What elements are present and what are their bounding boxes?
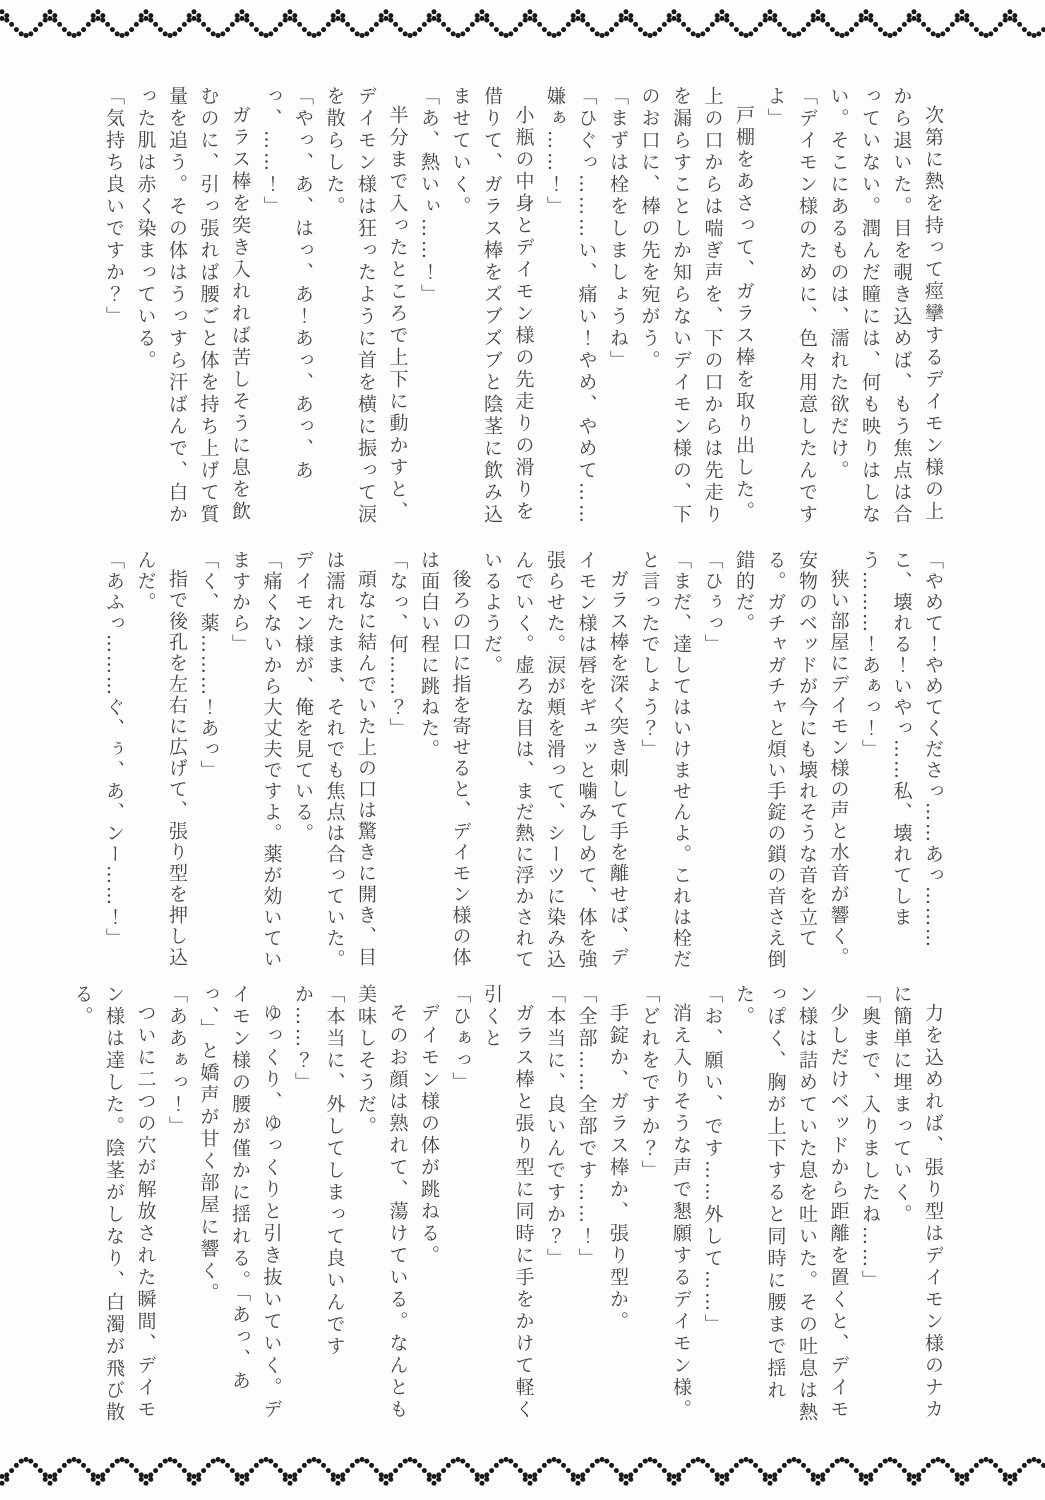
paragraph: 狭い部屋にデイモン様の声と水音が響く。安物のベッドが今にも壊れそうな音を立てる。ガチャガチャと煩い手錠の鎖の音さえ倒錯的だ。 [733, 550, 850, 970]
paragraph: 「やめて！やめてくださっ……あっ………こ、壊れる！いやっ……私、壊れてしまう………！あぁっ！」 [859, 550, 944, 949]
text-block-3 [71, 984, 948, 1430]
paragraph: 手錠か、ガラス棒か、張り型か。 [607, 1003, 629, 1333]
paragraph: 「お、願い、です……外して……」 [701, 984, 724, 1336]
paragraph: 「本当に、良いんですか？」 [544, 984, 566, 1270]
paragraph: 後ろの口に指を寄せると、デイモン様の体は面白い程に跳ねた。 [418, 550, 472, 968]
paragraph: 「なっ、何……？」 [386, 550, 409, 739]
paragraph: 「ひぁっ」 [449, 984, 472, 1094]
paragraph: ガラス棒と張り型に同時に手をかけて軽く引くと [481, 984, 535, 1421]
paragraph: ガラス棒を深く突き刺して手を離せば、デイモン様は唇をギュッと噛みしめて、体を強張らせた。涙が頬を滑って、シーツに染み込んでいく。虚ろな目は、まだ熱に浮かされているようだ。 [481, 550, 629, 970]
paragraph: 少しだけベッドから距離を置くと、デイモン様は詰めていた息を吐いた。その吐息は熱っぽく、胸が上下すると同時に腰まで揺れた。 [733, 984, 850, 1424]
lace-border-top [0, 5, 1045, 45]
paragraph: ガラス棒を突き入れれば苦しそうに息を飲むのに、引っ張れば腰ごと体を持ち上げて質量を追う。その体はうっすら汗ばんで、白かった肌は赤く染まっている。 [134, 86, 251, 526]
paragraph: 消え入りそうな声で懇願するデイモン様。 [670, 1003, 692, 1421]
lace-top-dots [0, 9, 1045, 38]
paragraph: 「気持ち良いですか？」 [103, 86, 125, 328]
paragraph: 指で後孔を左右に広げて、張り型を押し込んだ。 [134, 550, 188, 968]
paragraph: 次第に熱を持って痙攣するデイモン様の上から退いた。目を覗き込めば、もう焦点は合っていない。潤んだ瞳には、何も映りはしない。そこにあるものは、濡れた欲だけ。 [827, 86, 944, 526]
text-block-1 [97, 86, 948, 532]
paragraph: 「本当に、外してしまって良いんですか……？」 [292, 984, 346, 1358]
paragraph: 「まだ、達してはいけませんよ。これは栓だと言ったでしょう？」 [638, 550, 692, 970]
paragraph: 「奥まで、入りましたね……」 [859, 984, 881, 1292]
paragraph: 「あふっ………ぐ、ぅ、あ、ンー……！」 [103, 550, 125, 949]
text-area [71, 86, 948, 1430]
paragraph: 「やっ、あ、はっ、あ！あっ、あっ、あっ、……！」 [260, 86, 314, 482]
paragraph: 戸棚をあさって、ガラス棒を取り出した。上の口からは喘ぎ声を、下の口からは先走りを漏らすことしか知らないデイモン様の、下のお口に、棒の先を宛がう。 [638, 86, 755, 526]
paragraph: ついに二つの穴が解放された瞬間、デイモン様は達した。陰茎がしなり、白濁が飛び散る。 [71, 984, 157, 1424]
paragraph: ゆっくり、ゆっくりと引き抜いていく。デイモン様の腰が僅かに揺れる。「あっ、あっ、」と嬌声が甘く部屋に響く。 [197, 984, 283, 1421]
paragraph: 力を込めれば、張り型はデイモン様のナカに簡単に埋まっていく。 [890, 984, 944, 1421]
paragraph: 頑なに結んでいた上の口は驚きに開き、目は濡れたまま、それでも焦点は合っていた。デイモン様が、俺を見ている。 [292, 550, 377, 970]
paragraph: 「ひぅっ」 [701, 550, 724, 655]
paragraph: 「どれをですか？」 [638, 984, 661, 1182]
paragraph: 「痛くないから大丈夫ですよ。薬が効いていますから」 [229, 550, 283, 970]
paragraph: 「ひぐっ………い、痛い！やめ、やめて……嫌ぁ……！」 [544, 86, 598, 526]
paragraph: 「デイモン様のために、色々用意したんですよ」 [764, 86, 818, 526]
lace-border-bottom [0, 1452, 1045, 1492]
paragraph: 「ああぁっ！」 [166, 984, 188, 1138]
paragraph: 小瓶の中身とデイモン様の先走りの滑りを借りて、ガラス棒をズブズブと陰茎に飲み込ませていく。 [449, 86, 535, 526]
paragraph: 「まずは栓をしましょうね」 [607, 86, 629, 372]
paragraph: 「く、薬………！あっ」 [197, 550, 220, 781]
paragraph: デイモン様の体が跳ねる。 [418, 1003, 440, 1267]
paragraph: そのお顔は熟れて、蕩けている。なんとも美味しそうだ。 [355, 984, 409, 1421]
paragraph: 半分まで入ったところで上下に動かすと、デイモン様は狂ったように首を横に振って涙を散らした。 [323, 86, 409, 526]
paragraph: 「あ、熱いぃ……！」 [418, 86, 440, 306]
paragraph: 「全部……全部です……！」 [575, 984, 598, 1270]
lace-bottom-dots [0, 1457, 1045, 1486]
text-block-2 [97, 550, 948, 970]
